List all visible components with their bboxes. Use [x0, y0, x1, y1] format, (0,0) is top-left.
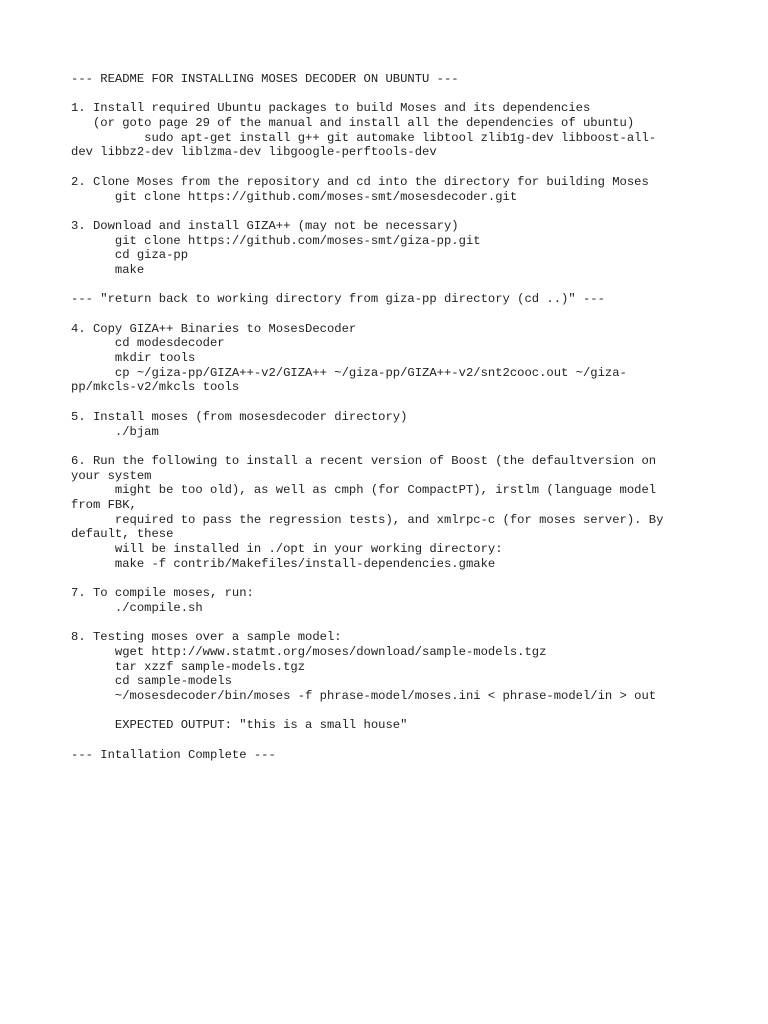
- text-line: make: [71, 262, 145, 277]
- text-line: cd giza-pp: [71, 248, 189, 263]
- section-spacer: [71, 278, 768, 293]
- text-line: (or goto page 29 of the manual and install all the dependencies of ubuntu): [71, 116, 635, 131]
- section-1: [71, 101, 768, 160]
- section-spacer: [71, 160, 768, 175]
- section-spacer: [71, 87, 768, 102]
- section-10: [71, 718, 768, 733]
- section-4: [71, 292, 768, 307]
- text-line: mkdir tools: [71, 351, 196, 366]
- text-line: tar xzzf sample-models.tgz: [71, 659, 306, 674]
- text-line: from FBK,: [71, 497, 137, 512]
- text-line: dev libbz2-dev liblzma-dev libgoogle-perftools-dev: [71, 145, 437, 160]
- text-line: pp/mkcls-v2/mkcls tools: [71, 380, 240, 395]
- section-spacer: [71, 733, 768, 748]
- section-spacer: [71, 439, 768, 454]
- section-3: [71, 219, 768, 278]
- text-line: cd sample-models: [71, 674, 232, 689]
- text-line: your system: [71, 468, 152, 483]
- text-line: cp ~/giza-pp/GIZA++-v2/GIZA++ ~/giza-pp/GIZA++-v2/snt2cooc.out ~/giza-: [71, 365, 627, 380]
- text-line: sudo apt-get install g++ git automake libtool zlib1g-dev libboost-all-: [71, 130, 657, 145]
- text-line: cd modesdecoder: [71, 336, 225, 351]
- section-7: [71, 454, 768, 572]
- text-line: 5. Install moses (from mosesdecoder directory): [71, 409, 408, 424]
- section-11: [71, 748, 768, 763]
- document-title: --- README FOR INSTALLING MOSES DECODER ON UBUNTU ---: [71, 72, 459, 86]
- section-spacer: [71, 395, 768, 410]
- text-line: 6. Run the following to install a recent version of Boost (the defaultversion on: [71, 453, 657, 468]
- text-line: might be too old), as well as cmph (for CompactPT), irstlm (language model: [71, 483, 657, 498]
- text-line: git clone https://github.com/moses-smt/mosesdecoder.git: [71, 189, 518, 204]
- text-line: required to pass the regression tests), and xmlrpc-c (for moses server). By: [71, 512, 664, 527]
- section-spacer: [71, 204, 768, 219]
- text-line: make -f contrib/Makefiles/install-dependencies.gmake: [71, 556, 496, 571]
- section-6: [71, 410, 768, 439]
- text-line: EXPECTED OUTPUT: "this is a small house": [71, 718, 408, 733]
- text-line: 2. Clone Moses from the repository and cd into the directory for building Moses: [71, 174, 649, 189]
- text-line: 3. Download and install GIZA++ (may not be necessary): [71, 218, 459, 233]
- document-body: [71, 87, 768, 763]
- section-spacer: [71, 307, 768, 322]
- text-line: 1. Install required Ubuntu packages to build Moses and its dependencies: [71, 101, 591, 116]
- text-line: default, these: [71, 527, 174, 542]
- section-spacer: [71, 615, 768, 630]
- section-2: [71, 175, 768, 204]
- text-line: 7. To compile moses, run:: [71, 586, 254, 601]
- text-line: git clone https://github.com/moses-smt/giza-pp.git: [71, 233, 481, 248]
- text-line: ./bjam: [71, 424, 159, 439]
- text-line: ./compile.sh: [71, 600, 203, 615]
- section-spacer: [71, 571, 768, 586]
- text-line: ~/mosesdecoder/bin/moses -f phrase-model/moses.ini < phrase-model/in > out: [71, 688, 657, 703]
- text-line: 8. Testing moses over a sample model:: [71, 630, 342, 645]
- section-5: [71, 322, 768, 395]
- section-8: [71, 586, 768, 615]
- text-line: --- "return back to working directory from giza-pp directory (cd ..)" ---: [71, 292, 605, 307]
- text-line: --- Intallation Complete ---: [71, 747, 276, 762]
- text-line: 4. Copy GIZA++ Binaries to MosesDecoder: [71, 321, 357, 336]
- text-line: wget http://www.statmt.org/moses/download/sample-models.tgz: [71, 644, 547, 659]
- section-9: [71, 630, 768, 703]
- text-line: will be installed in ./opt in your working directory:: [71, 542, 503, 556]
- section-spacer: [71, 704, 768, 719]
